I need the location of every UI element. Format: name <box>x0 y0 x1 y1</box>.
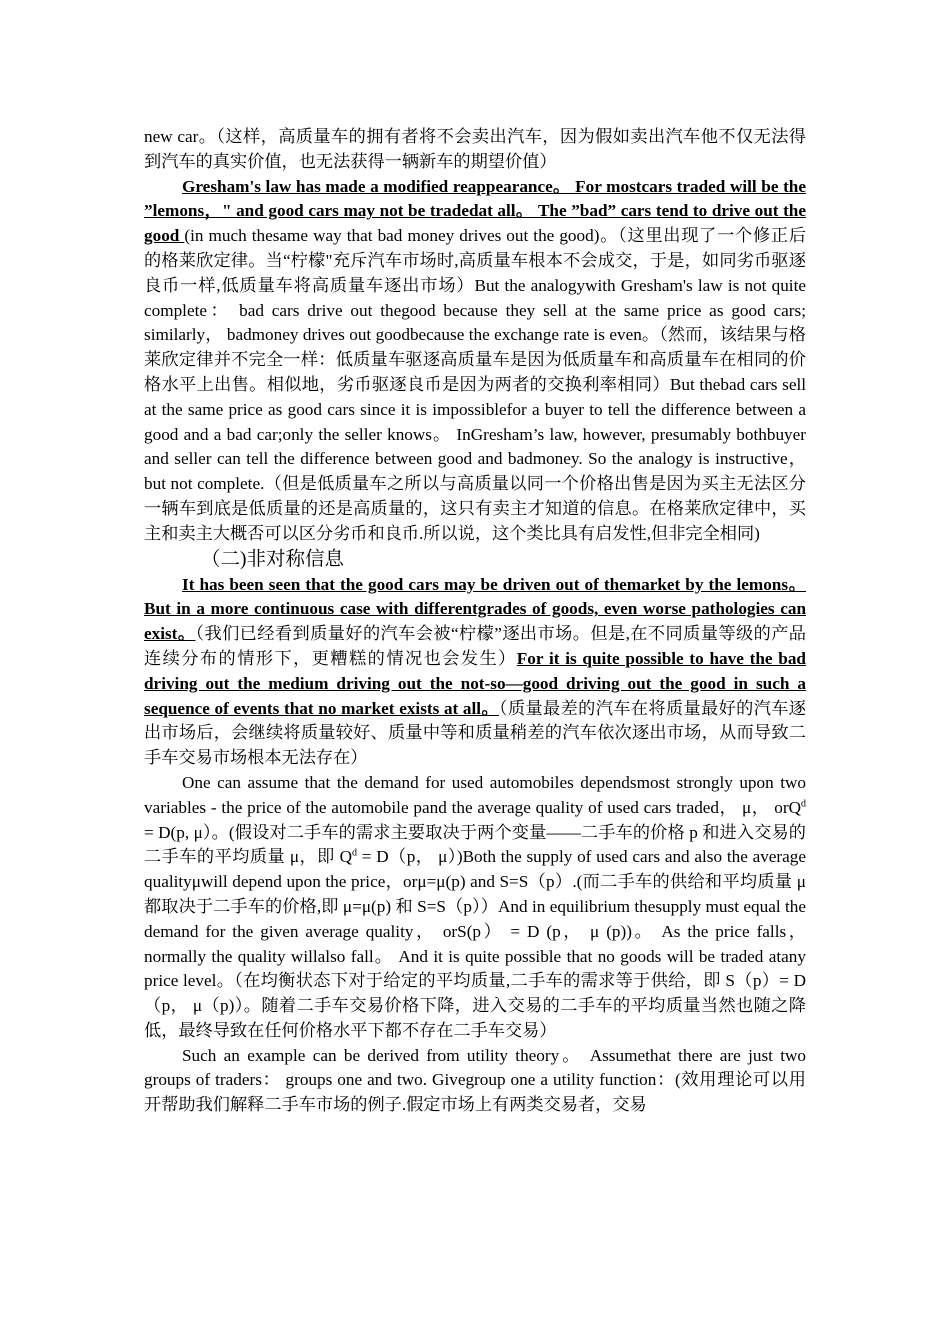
paragraph-text: （质量最差的汽车在将质量最好的汽车逐出市场后，会继续将质量较好、质量中等和质量稍差的汽车依次逐出市场，从而导致二手车交易市场根本无法存在） <box>144 698 806 768</box>
emphasized-text: It has been seen that the good cars may be driven out of themarket by the lemons。 But in a more continuous case with differentgrades of goods, even worse pathologies can exist。 <box>144 574 806 644</box>
document-page <box>144 125 806 1118</box>
section-heading: （二)非对称信息 <box>201 548 344 570</box>
paragraph-text: new car。（这样，高质量车的拥有者将不会卖出汽车，因为假如卖出汽车他不仅无法得到汽车的真实价值，也无法获得一辆新车的期望价值） <box>144 127 806 171</box>
paragraph-text: (in much thesame way that bad money drives out the good)。（这里出现了一个修正后的格莱欣定律。当“柠檬"充斥汽车市场时,高质量车根本不会成交，于是，如同劣币驱逐良币一样,低质量车将高质量车逐出市场）But the analogywith Gresham's law is not quite complete： bad cars drive out thegood because they sell at the same price as good cars; similarly， badmoney drives out goodbecause the exchange rate is even。（然而，该结果与格莱欣定律并不完全一样：低质量车驱逐高质量车是因为低质量车和高质量车在相同的价格水平上出售。相似地，劣币驱逐良币是因为两者的交换利率相同）But thebad cars sell at the same price as good cars since it is impossiblefor a buyer to tell the difference between a good and a bad car;only the seller knows。 InGresham’s law, however, presumably bothbuyer and seller can tell the difference between good and badmoney. So the analogy is instructive， but not complete.（但是低质量车之所以与高质量以同一个价格出售是因为买主无法区分一辆车到底是低质量的还是高质量的，这只有卖主才知道的信息。在格莱欣定律中，买主和卖主大概否可以区分劣币和良币.所以说，这个类比具有启发性,但非完全相同) <box>144 226 807 543</box>
paragraph-demand-model <box>144 771 806 1044</box>
paragraph-gresham-law <box>144 175 806 547</box>
emphasized-text: Gresham's law has made a modified reappearance。 For mostcars traded will be the ”lemons，" and good cars may not be tradedat all。 The ”bad” cars tend to drive out the good <box>144 176 806 246</box>
superscript: d <box>352 847 357 859</box>
superscript: d <box>801 797 806 809</box>
paragraph-text: = D(p, μ）。(假设对二手车的需求主要取决于两个变量——二手车的价格 p 和进入交易的二手车的平均质量 μ，即 Q <box>144 822 806 867</box>
paragraph-text: One can assume that the demand for used automobiles dependsmost strongly upon two variables - the price of the automobile pand the average quality of used cars traded， μ， orQ <box>144 772 806 817</box>
paragraph-used-car-owner-note <box>144 125 806 175</box>
emphasized-text: For it is quite possible to have the bad driving out the medium driving out the not-so—good driving out the good in such a sequence of events that no market exists at all。 <box>144 648 806 718</box>
paragraph-asymmetric-information <box>144 573 806 771</box>
paragraph-utility-theory <box>144 1044 806 1118</box>
paragraph-text: Such an example can be derived from utility theory。 Assumethat there are just two groups of traders： groups one and two. Givegroup one a utility function：(效用理论可以用开帮助我们解释二手车市场的例子.假定市场上有两类交易者，交易 <box>144 1045 806 1115</box>
paragraph-text: （我们已经看到质量好的汽车会被“柠檬”逐出市场。但是,在不同质量等级的产品连续分布的情形下，更糟糕的情况也会发生） <box>144 624 806 668</box>
paragraph-text: = D（p， μ）)Both the supply of used cars and also the average qualityμwill depend upon the price，orμ=μ(p) and S=S（p）.(而二手车的供给和平均质量 μ 都取决于二手车的价格,即 μ=μ(p) 和 S=S（p））And in equilibrium thesupply must equal the demand for the given average quality， orS(p） = D (p， μ (p))。 As the price falls， normally the quality willalso fall。 And it is quite possible that no goods will be traded atany price level。（在均衡状态下对于给定的平均质量,二手车的需求等于供给，即 S（p）= D （p， μ（p)）。随着二手车交易价格下降，进入交易的二手车的平均质量当然也随之降低，最终导致在任何价格水平下都不存在二手车交易） <box>144 847 806 1040</box>
